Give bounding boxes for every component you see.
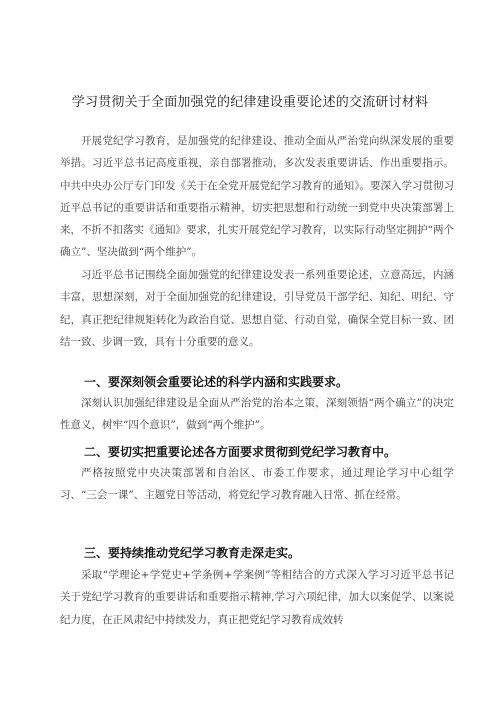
section-1-heading: 一、要深刻领会重要论述的科学内涵和实践要求。 xyxy=(84,375,349,389)
document-title: 学习贯彻关于全面加强党的纪律建设重要论述的交流研讨材料 xyxy=(71,95,429,110)
intro-paragraph-1: 开展党纪学习教育，是加强党的纪律建设、推动全面从严治党向纵深发展的重要举措。习近平总书记高度重视，亲自部署推动，多次发表重要讲话、作出重要指示。中共中央办公厅专门印发《关于在全党开展党纪学习教育的通知》。要深入学习贯彻习近平总书记的重要讲话和重要指示精神，切实把思想和行动统一到党中央决策部署上来，不折不扣落实《通知》要求，扎实开展党纪学习教育，以实际行动坚定拥护“两个确立”、坚决做到“两个维护”。 xyxy=(60,135,454,259)
section-3-heading: 三、要持续推动党纪学习教育走深走实。 xyxy=(84,546,301,560)
section-2-heading: 二、要切实把重要论述各方面要求贯彻到党纪学习教育中。 xyxy=(84,445,397,459)
intro-paragraph-2: 习近平总书记围绕全面加强党的纪律建设发表一系列重要论述，立意高远，内涵丰富，思想深刻，对于全面加强党的纪律建设，引导党员干部学纪、知纪、明纪、守纪，真正把纪律规矩转化为政治自觉、思想自觉、行动自觉，确保全党目标一致、团结一致、步调一致，具有十分重要的意义。 xyxy=(60,269,454,348)
section-1-body: 深刻认识加强纪律建设是全面从严治党的治本之策，深刻领悟“两个确立”的决定性意义，树牢“四个意识”，做到“两个维护”。 xyxy=(60,397,454,432)
section-2-body: 严格按照党中央决策部署和自治区、市委工作要求，通过理论学习中心组学习、“三会一课”、主题党日等活动，将党纪学习教育融入日常、抓在经常。 xyxy=(60,467,454,502)
section-3-body: 采取“学理论+学党史+学条例+学案例”等相结合的方式深入学习习近平总书记关于党纪学习教育的重要讲话和重要指示精神,学习六项纪律，加大以案促学、以案说纪力度，在正风肃纪中持续发力，真正把党纪学习教育成效转 xyxy=(60,569,454,626)
